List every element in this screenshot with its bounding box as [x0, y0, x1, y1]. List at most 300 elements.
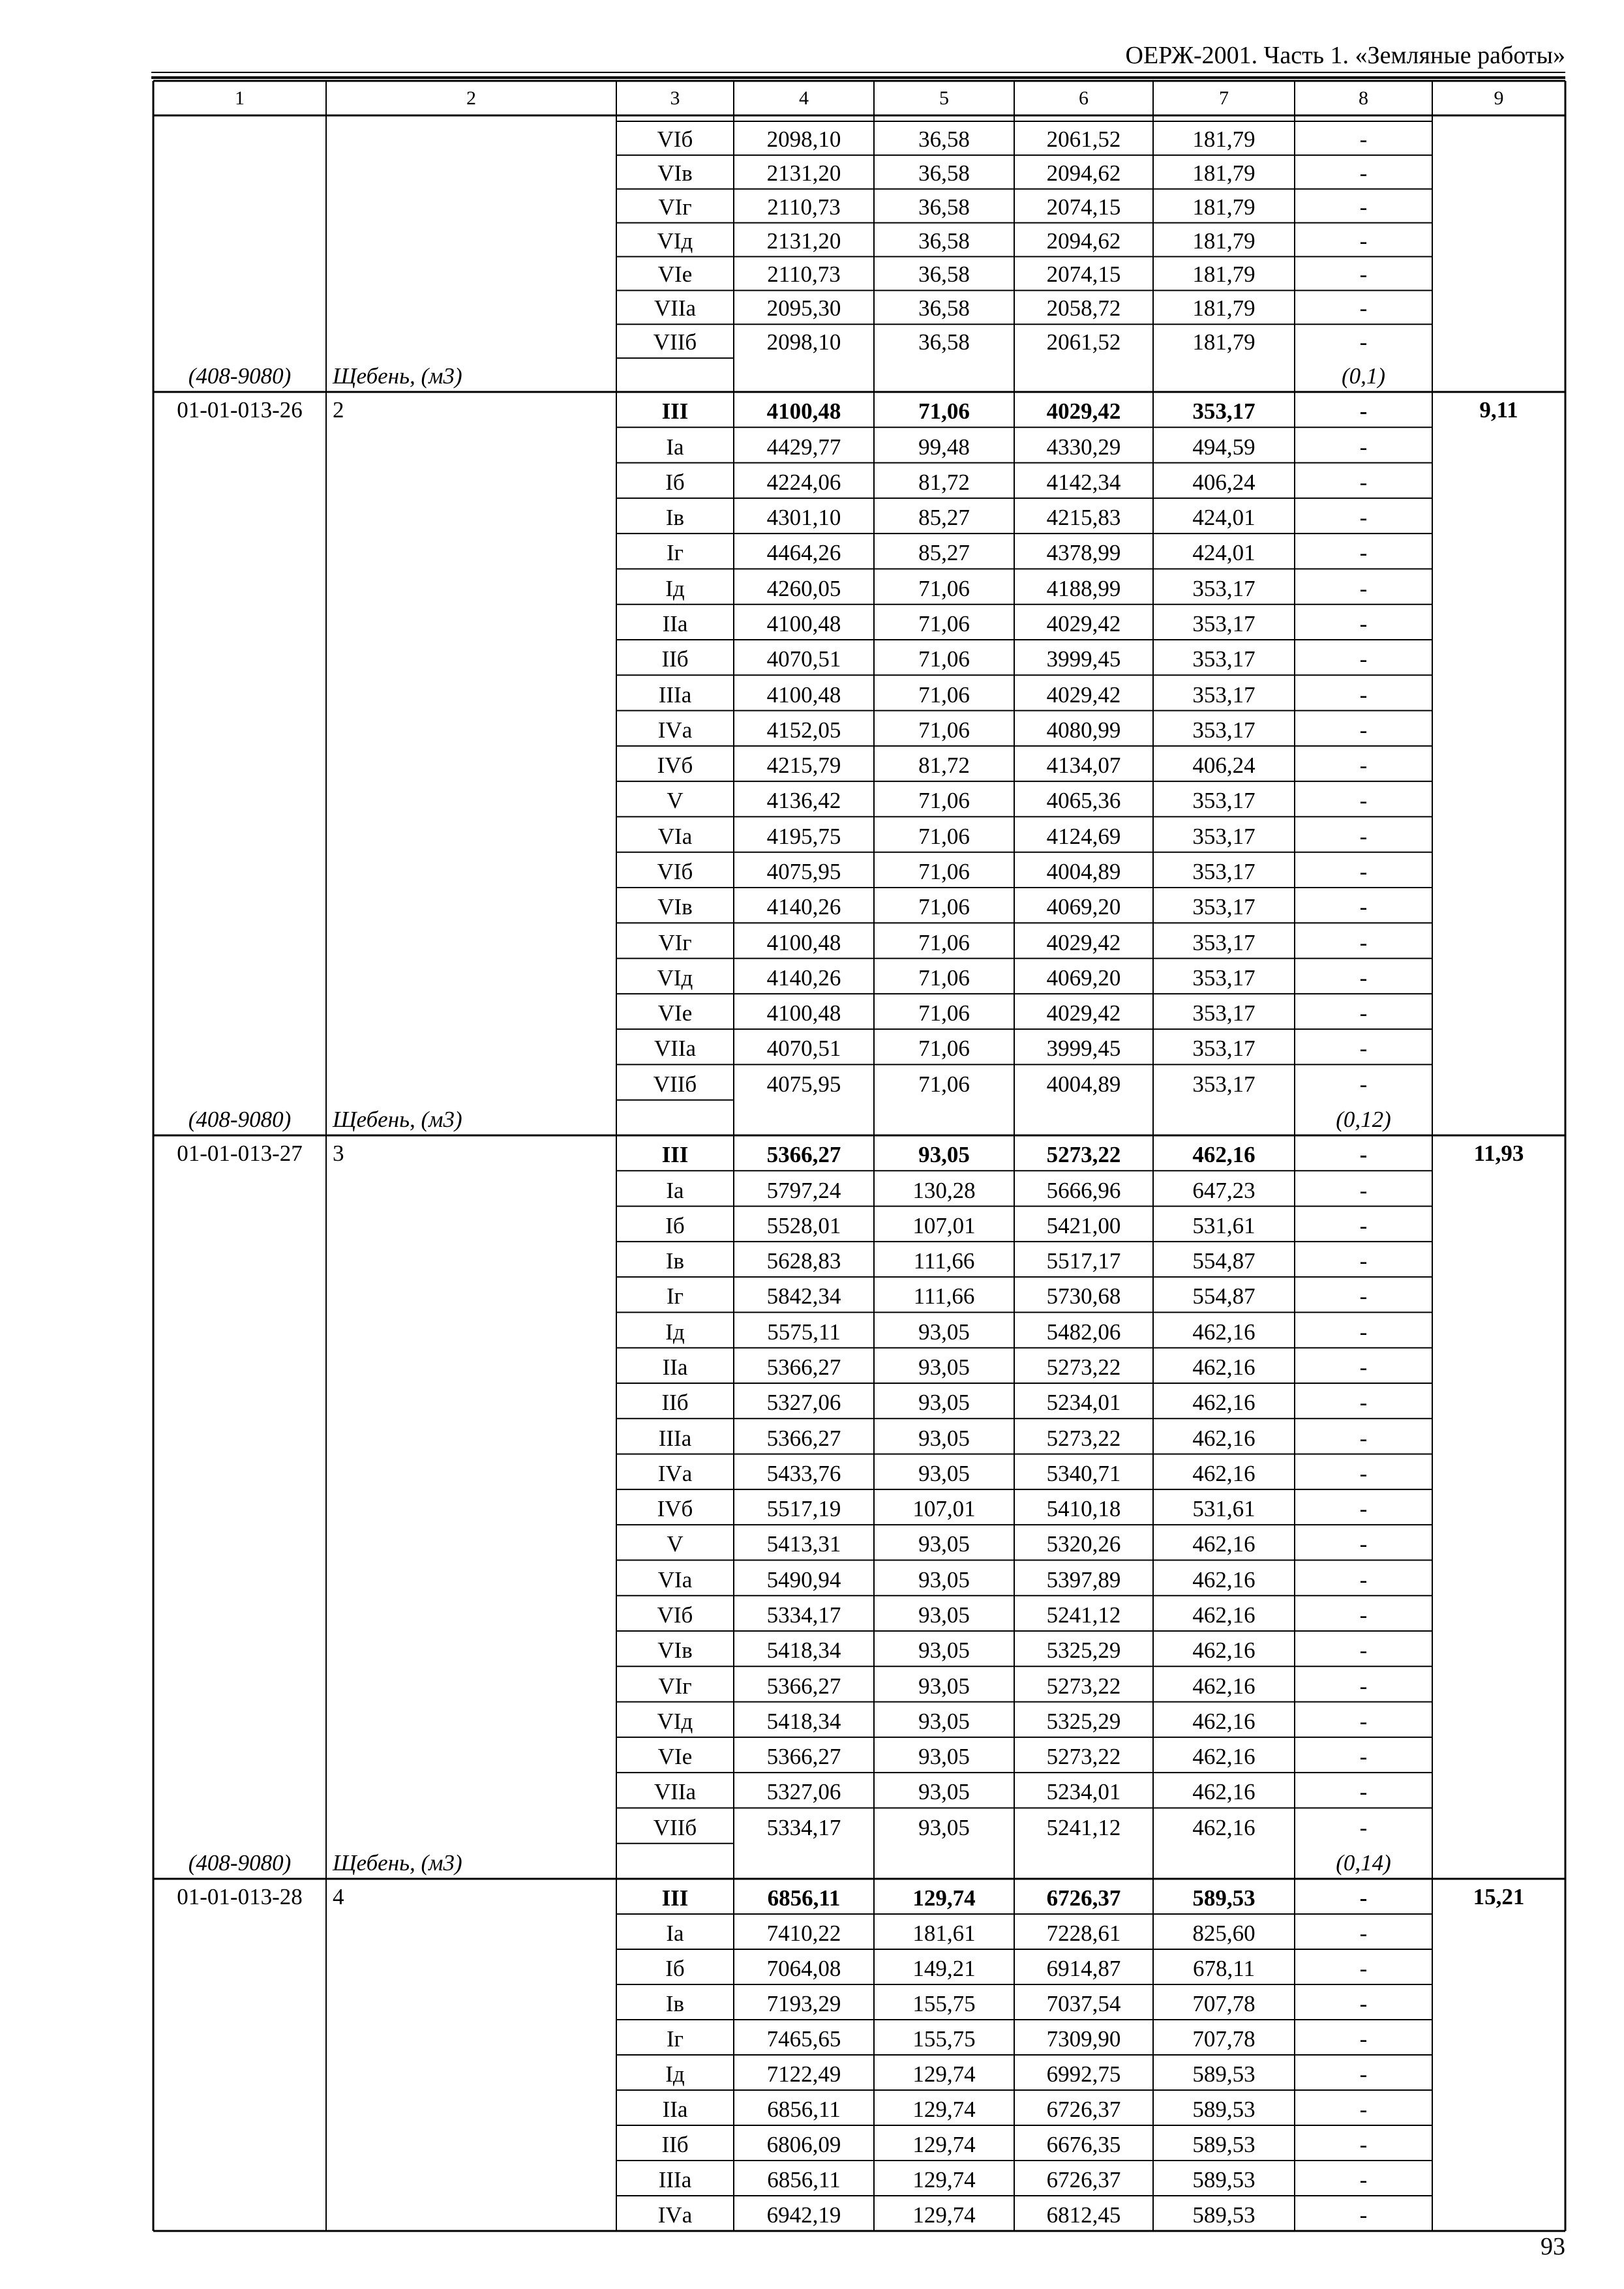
cell-total: 2110,73 — [767, 262, 841, 288]
cell-materials: - — [1359, 262, 1368, 288]
cell-operators-wages: 462,16 — [1192, 1142, 1256, 1168]
cell-region: III — [661, 1142, 689, 1168]
cell-region: IVа — [657, 2202, 693, 2228]
cell-total: 5366,27 — [766, 1142, 841, 1168]
cell-materials: - — [1359, 469, 1368, 495]
labor-cost: 11,93 — [1473, 1141, 1524, 1166]
cell-machines: 2074,15 — [1046, 262, 1121, 288]
cell-materials: - — [1359, 788, 1368, 814]
cell-machines: 4069,20 — [1046, 894, 1121, 920]
column-number: 6 — [1079, 87, 1089, 109]
cell-region: Iд — [665, 575, 685, 601]
entry-name: 2 — [333, 397, 344, 423]
cell-wages: 93,05 — [918, 1708, 970, 1734]
cell-operators-wages: 353,17 — [1192, 929, 1256, 955]
cell-operators-wages: 531,61 — [1192, 1212, 1256, 1238]
cell-wages: 71,06 — [918, 575, 970, 601]
cell-materials: - — [1359, 965, 1368, 991]
cell-machines: 5325,29 — [1046, 1708, 1121, 1734]
cell-operators-wages: 181,79 — [1192, 228, 1256, 254]
cell-operators-wages: 462,16 — [1192, 1354, 1256, 1380]
cell-total: 4070,51 — [766, 1036, 841, 1062]
cell-materials: - — [1359, 1744, 1368, 1770]
cell-total: 4260,05 — [766, 575, 841, 601]
cell-total: 4195,75 — [766, 823, 841, 849]
cell-machines: 4029,42 — [1046, 1000, 1121, 1026]
cell-wages: 71,06 — [918, 858, 970, 884]
cell-machines: 5273,22 — [1046, 1425, 1121, 1451]
cell-machines: 5234,01 — [1046, 1779, 1121, 1805]
cell-operators-wages: 181,79 — [1192, 295, 1256, 322]
cell-region: Iг — [666, 540, 684, 566]
cell-operators-wages: 462,16 — [1192, 1602, 1256, 1628]
cell-materials: - — [1359, 1071, 1368, 1097]
cell-machines: 4004,89 — [1046, 1071, 1121, 1097]
cell-total: 5334,17 — [766, 1814, 841, 1840]
cell-materials: - — [1359, 1814, 1368, 1840]
cell-operators-wages: 462,16 — [1192, 1425, 1256, 1451]
cell-materials: - — [1359, 1779, 1368, 1805]
cell-machines: 2061,52 — [1046, 126, 1121, 152]
cell-total: 2095,30 — [766, 295, 841, 322]
cell-total: 4215,79 — [766, 753, 841, 779]
column-number: 3 — [670, 87, 680, 109]
cell-region: IIб — [661, 646, 689, 672]
cell-region: Iа — [666, 1177, 684, 1203]
cell-operators-wages: 424,01 — [1192, 505, 1256, 531]
cell-region: Iб — [665, 469, 685, 495]
cell-materials: - — [1359, 1212, 1368, 1238]
cell-total: 5528,01 — [766, 1212, 841, 1238]
cell-wages: 129,74 — [912, 2202, 976, 2228]
cell-region: VIг — [658, 929, 692, 955]
cell-machines: 2094,62 — [1046, 228, 1121, 254]
cell-total: 5366,27 — [766, 1354, 841, 1380]
cell-region: IIа — [662, 1354, 688, 1380]
cell-region: VIе — [657, 262, 693, 288]
cell-wages: 71,06 — [918, 894, 970, 920]
cell-total: 2110,73 — [767, 194, 841, 220]
cell-total: 6942,19 — [766, 2202, 841, 2228]
column-number: 7 — [1219, 87, 1229, 109]
cell-wages: 85,27 — [918, 540, 970, 566]
cell-operators-wages: 424,01 — [1192, 540, 1256, 566]
cell-operators-wages: 353,17 — [1192, 610, 1256, 636]
cell-wages: 93,05 — [918, 1142, 970, 1168]
cell-machines: 4142,34 — [1046, 469, 1121, 495]
cell-operators-wages: 707,78 — [1192, 1991, 1256, 2016]
cell-machines: 4004,89 — [1046, 858, 1121, 884]
cell-region: VIIа — [654, 1779, 697, 1805]
cell-wages: 111,66 — [913, 1283, 975, 1309]
cell-machines: 5340,71 — [1046, 1460, 1121, 1486]
cell-machines: 4330,29 — [1046, 434, 1121, 460]
cell-operators-wages: 589,53 — [1192, 2167, 1256, 2192]
resource-code: (408-9080) — [188, 1106, 292, 1132]
cell-materials: - — [1359, 2202, 1368, 2228]
cell-total: 5797,24 — [766, 1177, 841, 1203]
cell-region: VIб — [657, 858, 693, 884]
cell-machines: 5241,12 — [1046, 1602, 1121, 1628]
cell-materials: - — [1359, 540, 1368, 566]
cell-machines: 5410,18 — [1046, 1496, 1121, 1522]
cell-total: 5418,34 — [766, 1708, 841, 1734]
cell-total: 5433,76 — [766, 1460, 841, 1486]
cell-total: 6856,11 — [767, 1885, 841, 1911]
cell-materials: - — [1359, 1531, 1368, 1557]
cell-machines: 5325,29 — [1046, 1638, 1121, 1664]
cell-total: 4429,77 — [766, 434, 841, 460]
cell-machines: 7309,90 — [1046, 2026, 1121, 2052]
cell-region: Iд — [665, 1319, 685, 1345]
cell-materials: - — [1359, 1142, 1368, 1168]
entry-code: 01-01-013-26 — [177, 397, 303, 423]
cell-materials: - — [1359, 681, 1368, 708]
cell-region: IIIа — [658, 2167, 692, 2192]
cell-materials: - — [1359, 329, 1368, 355]
cell-region: III — [661, 1885, 689, 1911]
cell-region: VIIа — [654, 1036, 697, 1062]
cell-operators-wages: 353,17 — [1192, 717, 1256, 743]
cell-region: VIв — [657, 1638, 693, 1664]
cell-wages: 71,06 — [918, 610, 970, 636]
cell-region: VIIб — [653, 1814, 697, 1840]
cell-total: 4100,48 — [766, 610, 841, 636]
cell-total: 5517,19 — [766, 1496, 841, 1522]
cell-region: V — [667, 1531, 684, 1557]
cell-wages: 81,72 — [918, 469, 970, 495]
cell-region: VIIа — [654, 295, 697, 322]
resource-quantity: (0,12) — [1336, 1106, 1391, 1132]
cell-region: VIб — [657, 1602, 693, 1628]
cell-operators-wages: 462,16 — [1192, 1460, 1256, 1486]
cell-total: 5413,31 — [766, 1531, 841, 1557]
cell-operators-wages: 462,16 — [1192, 1566, 1256, 1593]
cell-machines: 5241,12 — [1046, 1814, 1121, 1840]
cell-operators-wages: 589,53 — [1192, 1885, 1256, 1911]
cell-machines: 4124,69 — [1046, 823, 1121, 849]
cell-operators-wages: 589,53 — [1192, 2097, 1256, 2122]
cell-wages: 155,75 — [912, 2026, 976, 2052]
cell-machines: 5273,22 — [1046, 1673, 1121, 1699]
cell-total: 4100,48 — [766, 929, 841, 955]
cell-materials: - — [1359, 1036, 1368, 1062]
cell-machines: 6726,37 — [1046, 2167, 1121, 2192]
cell-wages: 93,05 — [918, 1673, 970, 1699]
cell-total: 4100,48 — [766, 681, 841, 708]
cell-wages: 71,06 — [918, 398, 970, 425]
cell-wages: 129,74 — [912, 1885, 976, 1911]
cell-materials: - — [1359, 1390, 1368, 1416]
cell-region: Iв — [665, 505, 685, 531]
cell-region: VIе — [657, 1000, 693, 1026]
cell-materials: - — [1359, 295, 1368, 322]
cell-total: 7410,22 — [766, 1921, 841, 1946]
cell-region: Iб — [665, 1212, 685, 1238]
cell-total: 5327,06 — [766, 1390, 841, 1416]
cell-region: IIб — [661, 2132, 689, 2157]
cell-machines: 2061,52 — [1046, 329, 1121, 355]
entry-code: 01-01-013-28 — [177, 1884, 303, 1909]
cell-operators-wages: 353,17 — [1192, 965, 1256, 991]
cell-operators-wages: 462,16 — [1192, 1390, 1256, 1416]
cell-wages: 111,66 — [913, 1248, 975, 1274]
cell-region: Iа — [666, 434, 684, 460]
cell-wages: 93,05 — [918, 1354, 970, 1380]
cell-total: 5366,27 — [766, 1744, 841, 1770]
cell-total: 5366,27 — [766, 1673, 841, 1699]
cell-region: Iв — [665, 1991, 685, 2016]
cell-region: VIв — [657, 894, 693, 920]
cell-wages: 129,74 — [912, 2061, 976, 2087]
column-number: 8 — [1359, 87, 1368, 109]
cell-materials: - — [1359, 610, 1368, 636]
cell-region: Iа — [666, 1921, 684, 1946]
cell-operators-wages: 554,87 — [1192, 1283, 1256, 1309]
entry-name: 4 — [333, 1884, 344, 1909]
cell-wages: 85,27 — [918, 505, 970, 531]
cell-region: VIб — [657, 126, 693, 152]
cell-total: 4070,51 — [766, 646, 841, 672]
cell-machines: 5234,01 — [1046, 1390, 1121, 1416]
cell-wages: 129,74 — [912, 2167, 976, 2192]
cell-wages: 93,05 — [918, 1531, 970, 1557]
cell-materials: - — [1359, 753, 1368, 779]
cell-wages: 36,58 — [918, 228, 970, 254]
cell-wages: 36,58 — [918, 160, 970, 186]
cell-total: 4224,06 — [766, 469, 841, 495]
cell-materials: - — [1359, 2167, 1368, 2192]
cell-operators-wages: 462,16 — [1192, 1708, 1256, 1734]
cell-total: 2098,10 — [766, 126, 841, 152]
resource-code: (408-9080) — [188, 363, 292, 389]
cell-region: IIа — [662, 2097, 688, 2122]
cell-total: 7193,29 — [766, 1991, 841, 2016]
cell-operators-wages: 554,87 — [1192, 1248, 1256, 1274]
cell-region: Iг — [666, 1283, 684, 1309]
cell-machines: 5273,22 — [1046, 1142, 1121, 1168]
cell-region: IIб — [661, 1390, 689, 1416]
cell-total: 5418,34 — [766, 1638, 841, 1664]
cell-operators-wages: 181,79 — [1192, 194, 1256, 220]
labor-cost: 15,21 — [1473, 1884, 1525, 1909]
cell-wages: 93,05 — [918, 1638, 970, 1664]
cell-total: 5334,17 — [766, 1602, 841, 1628]
cell-region: V — [667, 788, 684, 814]
cell-wages: 36,58 — [918, 194, 970, 220]
cell-materials: - — [1359, 2097, 1368, 2122]
cell-total: 7122,49 — [766, 2061, 841, 2087]
cell-wages: 93,05 — [918, 1566, 970, 1593]
cell-machines: 4029,42 — [1046, 929, 1121, 955]
cell-operators-wages: 353,17 — [1192, 398, 1256, 425]
cell-operators-wages: 181,79 — [1192, 262, 1256, 288]
cell-region: IIа — [662, 610, 688, 636]
cell-operators-wages: 589,53 — [1192, 2202, 1256, 2228]
cell-operators-wages: 406,24 — [1192, 469, 1256, 495]
cell-total: 4075,95 — [766, 1071, 841, 1097]
resource-quantity: (0,1) — [1341, 363, 1386, 389]
cell-region: VIа — [657, 823, 693, 849]
cell-operators-wages: 647,23 — [1192, 1177, 1256, 1203]
cell-region: Iв — [665, 1248, 685, 1274]
cell-region: VIд — [657, 965, 693, 991]
cell-materials: - — [1359, 1177, 1368, 1203]
cell-materials: - — [1359, 1319, 1368, 1345]
cell-wages: 81,72 — [918, 753, 970, 779]
cell-materials: - — [1359, 2026, 1368, 2052]
cell-region: IVа — [657, 717, 693, 743]
entry-code: 01-01-013-27 — [177, 1141, 303, 1166]
cell-region: III — [661, 398, 689, 425]
cell-materials: - — [1359, 1638, 1368, 1664]
cell-total: 6856,11 — [767, 2097, 841, 2122]
cell-materials: - — [1359, 194, 1368, 220]
cell-materials: - — [1359, 2132, 1368, 2157]
cell-materials: - — [1359, 398, 1368, 425]
cell-materials: - — [1359, 1425, 1368, 1451]
column-number: 4 — [799, 87, 809, 109]
cell-machines: 5482,06 — [1046, 1319, 1121, 1345]
cell-machines: 4215,83 — [1046, 505, 1121, 531]
cell-region: VIIб — [653, 329, 697, 355]
cell-wages: 93,05 — [918, 1390, 970, 1416]
cell-total: 5366,27 — [766, 1425, 841, 1451]
cell-region: VIг — [658, 194, 692, 220]
cell-materials: - — [1359, 228, 1368, 254]
cell-machines: 3999,45 — [1046, 646, 1121, 672]
cell-region: Iб — [665, 1956, 685, 1981]
cell-wages: 93,05 — [918, 1744, 970, 1770]
cell-materials: - — [1359, 1991, 1368, 2016]
cell-machines: 4080,99 — [1046, 717, 1121, 743]
entry-name: 3 — [333, 1141, 344, 1166]
cell-total: 4100,48 — [766, 1000, 841, 1026]
cell-operators-wages: 707,78 — [1192, 2026, 1256, 2052]
cell-machines: 5421,00 — [1046, 1212, 1121, 1238]
cell-machines: 7037,54 — [1046, 1991, 1121, 2016]
cell-total: 4464,26 — [766, 540, 841, 566]
cell-operators-wages: 589,53 — [1192, 2132, 1256, 2157]
cell-operators-wages: 181,79 — [1192, 126, 1256, 152]
cell-machines: 6726,37 — [1046, 1885, 1121, 1911]
cell-materials: - — [1359, 894, 1368, 920]
cell-region: IIIа — [658, 1425, 692, 1451]
cell-operators-wages: 353,17 — [1192, 1000, 1256, 1026]
cell-machines: 5666,96 — [1046, 1177, 1121, 1203]
cell-materials: - — [1359, 1708, 1368, 1734]
cell-machines: 5397,89 — [1046, 1566, 1121, 1593]
cell-machines: 5273,22 — [1046, 1744, 1121, 1770]
cell-materials: - — [1359, 1248, 1368, 1274]
cell-wages: 71,06 — [918, 788, 970, 814]
cell-materials: - — [1359, 717, 1368, 743]
cell-machines: 6812,45 — [1046, 2202, 1121, 2228]
cell-machines: 4065,36 — [1046, 788, 1121, 814]
cell-operators-wages: 462,16 — [1192, 1531, 1256, 1557]
cell-machines: 6726,37 — [1046, 2097, 1121, 2122]
cell-operators-wages: 462,16 — [1192, 1779, 1256, 1805]
cell-operators-wages: 353,17 — [1192, 1071, 1256, 1097]
cell-materials: - — [1359, 929, 1368, 955]
cell-operators-wages: 406,24 — [1192, 753, 1256, 779]
cell-machines: 6992,75 — [1046, 2061, 1121, 2087]
cell-wages: 155,75 — [912, 1991, 976, 2016]
cell-materials: - — [1359, 1354, 1368, 1380]
cell-total: 2131,20 — [766, 228, 841, 254]
cell-wages: 181,61 — [912, 1921, 976, 1946]
cell-operators-wages: 825,60 — [1192, 1921, 1256, 1946]
cell-wages: 71,06 — [918, 1036, 970, 1062]
cell-operators-wages: 353,17 — [1192, 858, 1256, 884]
cell-region: Iд — [665, 2061, 685, 2087]
cell-machines: 4378,99 — [1046, 540, 1121, 566]
cell-materials: - — [1359, 1496, 1368, 1522]
cell-region: IVб — [657, 753, 693, 779]
cell-total: 4100,48 — [766, 398, 841, 425]
cell-machines: 4134,07 — [1046, 753, 1121, 779]
cell-wages: 93,05 — [918, 1319, 970, 1345]
cell-operators-wages: 353,17 — [1192, 823, 1256, 849]
cell-region: VIе — [657, 1744, 693, 1770]
cell-wages: 71,06 — [918, 717, 970, 743]
cell-region: IVб — [657, 1496, 693, 1522]
cell-total: 4140,26 — [766, 894, 841, 920]
cell-wages: 71,06 — [918, 1071, 970, 1097]
cell-wages: 93,05 — [918, 1602, 970, 1628]
cell-total: 5327,06 — [766, 1779, 841, 1805]
cell-materials: - — [1359, 823, 1368, 849]
cell-materials: - — [1359, 160, 1368, 186]
cell-machines: 4029,42 — [1046, 681, 1121, 708]
cell-operators-wages: 462,16 — [1192, 1319, 1256, 1345]
labor-cost: 9,11 — [1479, 397, 1518, 423]
cell-wages: 93,05 — [918, 1460, 970, 1486]
cell-machines: 5730,68 — [1046, 1283, 1121, 1309]
cell-machines: 2094,62 — [1046, 160, 1121, 186]
cell-wages: 99,48 — [918, 434, 970, 460]
cell-operators-wages: 181,79 — [1192, 329, 1256, 355]
cell-wages: 36,58 — [918, 295, 970, 322]
cell-wages: 93,05 — [918, 1779, 970, 1805]
cell-region: VIа — [657, 1566, 693, 1593]
cell-wages: 36,58 — [918, 262, 970, 288]
cell-operators-wages: 462,16 — [1192, 1814, 1256, 1840]
cell-materials: - — [1359, 1602, 1368, 1628]
cell-region: Iг — [666, 2026, 684, 2052]
cell-materials: - — [1359, 1956, 1368, 1981]
cell-machines: 5273,22 — [1046, 1354, 1121, 1380]
cell-operators-wages: 353,17 — [1192, 575, 1256, 601]
cell-operators-wages: 589,53 — [1192, 2061, 1256, 2087]
cell-machines: 4029,42 — [1046, 398, 1121, 425]
cell-total: 2131,20 — [766, 160, 841, 186]
column-number: 1 — [235, 87, 245, 109]
cell-materials: - — [1359, 1885, 1368, 1911]
cell-machines: 7228,61 — [1046, 1921, 1121, 1946]
cell-region: IIIа — [658, 681, 692, 708]
cell-region: VIв — [657, 160, 693, 186]
cell-wages: 129,74 — [912, 2132, 976, 2157]
cell-materials: - — [1359, 1283, 1368, 1309]
cell-materials: - — [1359, 575, 1368, 601]
cell-total: 4075,95 — [766, 858, 841, 884]
cell-operators-wages: 353,17 — [1192, 894, 1256, 920]
cell-materials: - — [1359, 858, 1368, 884]
cell-machines: 4069,20 — [1046, 965, 1121, 991]
cell-wages: 36,58 — [918, 329, 970, 355]
cell-total: 6806,09 — [766, 2132, 841, 2157]
